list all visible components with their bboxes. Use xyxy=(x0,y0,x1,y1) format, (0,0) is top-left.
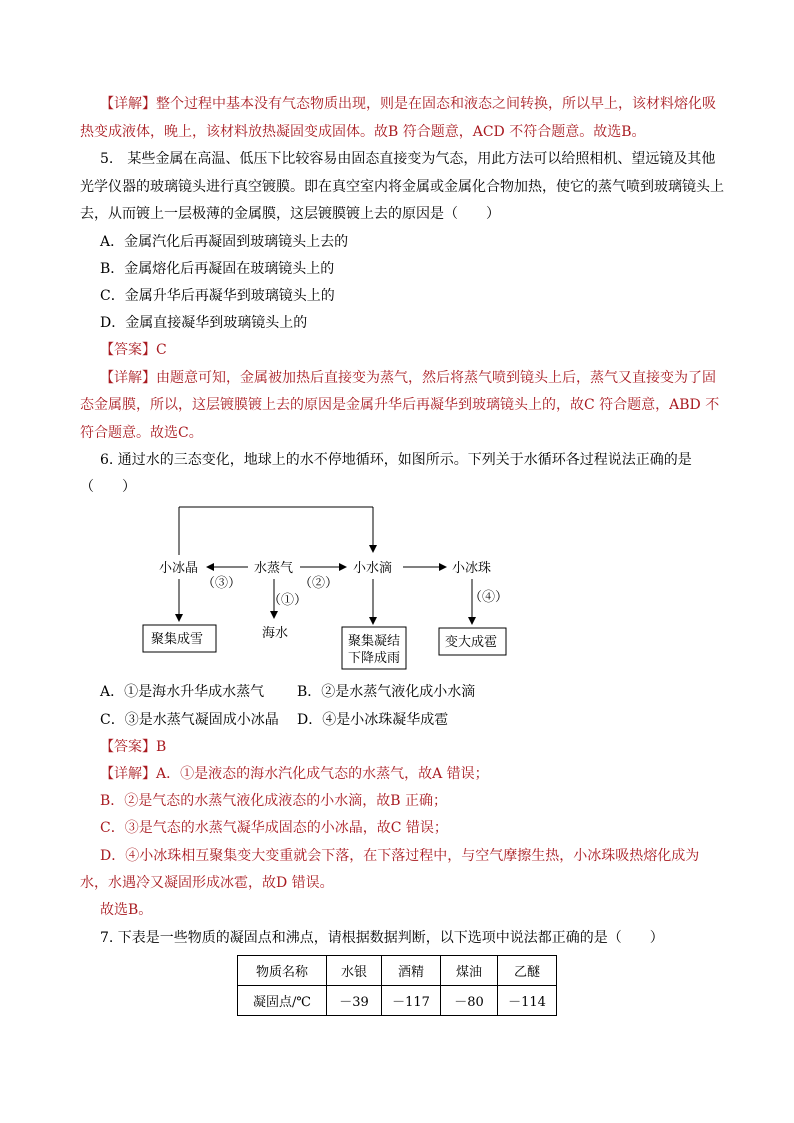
q5-answer: 【答案】C xyxy=(100,342,167,358)
table-cell: 乙醚 xyxy=(498,956,557,986)
step-3-label: （③） xyxy=(202,576,242,591)
q6-detail-b: B．②是气态的水蒸气液化成液态的小水滴，故B 正确； xyxy=(100,793,448,809)
table-header-row xyxy=(238,956,557,986)
q6-conclusion: 故选B。 xyxy=(100,902,153,918)
box-snow-label: 聚集成雪 xyxy=(151,632,204,647)
q6-detail xyxy=(100,765,489,783)
detail-label: 【详解】 xyxy=(100,370,156,386)
table-cell: 煤油 xyxy=(441,956,498,986)
detail-label: 【详解】 xyxy=(100,96,156,112)
table-cell: －117 xyxy=(382,986,441,1016)
table-cell: 酒精 xyxy=(382,956,441,986)
detail-text: 由题意可知，金属被加热后直接变为蒸气，然后将蒸气喷到镜头上后，蒸气又直接变为了固 xyxy=(156,370,716,386)
q5-option-d: D．金属直接凝华到玻璃镜头上的 xyxy=(100,315,308,331)
table-cell: 物质名称 xyxy=(238,956,327,986)
table-cell: －39 xyxy=(327,986,382,1016)
q6-option-a: A．①是海水升华成水蒸气 xyxy=(100,684,265,700)
box-rain-label-1: 聚集凝结 xyxy=(348,634,401,649)
node-droplet: 小水滴 xyxy=(353,561,393,576)
node-ice-crystal: 小冰晶 xyxy=(159,561,199,576)
q6-answer: 【答案】B xyxy=(100,739,167,755)
q6-option-b: B．②是水蒸气液化成小水滴 xyxy=(297,684,476,700)
freezing-point-table xyxy=(237,955,557,1016)
q4-detail-line2: 热变成液体，晚上，该材料放热凝固变成固体。故B 符合题意，ACD 不符合题意。故选B。 xyxy=(80,124,646,140)
table-row xyxy=(238,986,557,1016)
q7-stem: 7. 下表是一些物质的凝固点和沸点，请根据数据判断，以下选项中说法都正确的是（ ） xyxy=(100,930,664,946)
node-vapor: 水蒸气 xyxy=(254,561,294,576)
table-cell: 水银 xyxy=(327,956,382,986)
q5-stem-line3: 去，从而镀上一层极薄的金属膜，这层镀膜镀上去的原因是（ ） xyxy=(80,206,500,222)
detail-text: 整个过程中基本没有气态物质出现，则是在固态和液态之间转换，所以早上，该材料熔化吸 xyxy=(156,96,716,112)
q6-option-c: C．③是水蒸气凝固成小冰晶 xyxy=(100,712,279,728)
detail-option-a: A．①是液态的海水汽化成气态的水蒸气，故A 错误； xyxy=(156,766,489,782)
q6-detail-d-line2: 水，水遇冷又凝固形成冰雹，故D 错误。 xyxy=(80,875,334,891)
detail-label: 【详解】 xyxy=(100,766,156,782)
seawater-label: 海水 xyxy=(262,626,289,641)
q5-stem-line2: 光学仪器的玻璃镜头进行真空镀膜。即在真空室内将金属或金属化合物加热，使它的蒸气喷到玻璃镜头上 xyxy=(80,179,724,195)
step-1-label: （①） xyxy=(268,593,308,608)
step-2-label: （②） xyxy=(299,576,339,591)
box-hail-label: 变大成雹 xyxy=(445,635,498,650)
q5-detail-line3: 符合题意。故选C。 xyxy=(80,425,203,441)
q5-stem-line1: 5. 某些金属在高温、低压下比较容易由固态直接变为气态，用此方法可以给照相机、望远镜及其他 xyxy=(100,151,716,167)
table-cell: －80 xyxy=(441,986,498,1016)
q6-option-d: D．④是小冰珠凝华成雹 xyxy=(297,712,449,728)
q6-stem-line2: （ ） xyxy=(80,479,136,495)
table-cell: －114 xyxy=(498,986,557,1016)
q6-detail-c: C．③是气态的水蒸气凝华成固态的小冰晶，故C 错误； xyxy=(100,820,448,836)
q5-detail-line2: 态金属膜，所以，这层镀膜镀上去的原因是金属升华后再凝华到玻璃镜头上的，故C 符合题意，ABD 不 xyxy=(80,397,720,413)
q5-option-a: A．金属汽化后再凝固到玻璃镜头上去的 xyxy=(100,234,349,250)
table-cell: 凝固点/℃ xyxy=(238,986,327,1016)
q5-option-c: C．金属升华后再凝华到玻璃镜头上的 xyxy=(100,288,335,304)
step-4-label: （④） xyxy=(469,590,509,605)
q5-option-b: B．金属熔化后再凝固在玻璃镜头上的 xyxy=(100,261,335,277)
q6-stem-line1: 6. 通过水的三态变化，地球上的水不停地循环，如图所示。下列关于水循环各过程说法正确的是 xyxy=(100,452,692,468)
node-ice-pellet: 小冰珠 xyxy=(452,561,492,576)
q6-detail-d-line1: D．④小冰珠相互聚集变大变重就会下落，在下落过程中，与空气摩擦生热，小冰珠吸热熔化成为 xyxy=(100,848,700,864)
box-rain-label-2: 下降成雨 xyxy=(348,651,401,666)
